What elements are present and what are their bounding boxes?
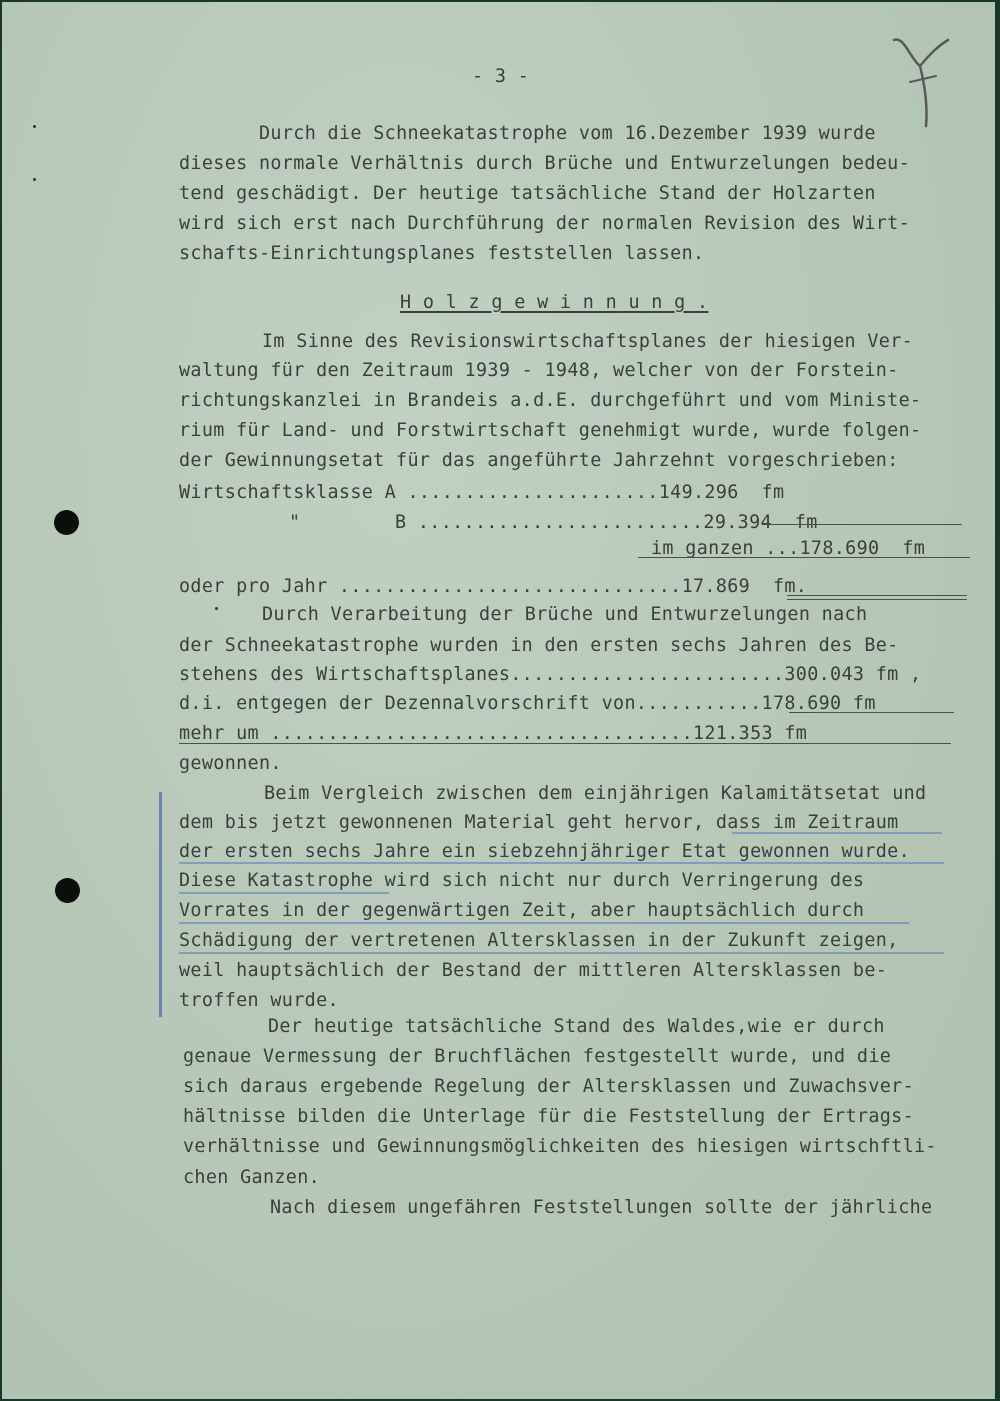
para4-line-3: sich daraus ergebende Regelung der Altersklassen und Zuwachsver- [183, 1076, 915, 1097]
para2-rule-2 [179, 743, 951, 744]
para4-line-5: verhältnisse und Gewinnungsmöglichkeiten des hiesigen wirtschftli- [183, 1136, 937, 1157]
punch-hole-top [54, 510, 79, 535]
para3-line-1: Beim Vergleich zwischen dem einjährigen Kalamitätsetat und [264, 783, 927, 804]
para2-rule-1 [789, 712, 954, 713]
para4-line-6: chen Ganzen. [183, 1167, 321, 1188]
table-row-class-b: B .........................29.394 fm [395, 512, 818, 533]
table-row-per-year: oder pro Jahr ..............................17.869 fm. [179, 576, 808, 597]
para3-line-4: Diese Katastrophe wird sich nicht nur durch Verringerung des [179, 870, 865, 891]
intro-line-1: Durch die Schneekatastrophe vom 16.Dezember 1939 wurde [259, 123, 876, 144]
blue-underline [732, 832, 942, 834]
para2-line-1: Durch Verarbeitung der Brüche und Entwurzelungen nach [262, 604, 868, 625]
speck [33, 178, 36, 181]
punch-hole-bottom [55, 878, 80, 903]
table-rule-2 [638, 557, 970, 558]
blue-pencil-margin-line [159, 792, 162, 1017]
intro-line-2: dieses normale Verhältnis durch Brüche und Entwurzelungen bedeu- [179, 153, 911, 174]
speck [215, 607, 218, 610]
intro-line-5: schafts-Einrichtungsplanes feststellen lassen. [179, 243, 705, 264]
table-rule-3 [787, 595, 967, 596]
blue-underline [179, 892, 389, 894]
para1-line-4: rium für Land- und Forstwirtschaft genehmigt wurde, wurde folgen- [179, 420, 922, 441]
sheet-number-handwritten [880, 32, 965, 132]
para2-line-4: d.i. entgegen der Dezennalvorschrift von...........178.690 fm [179, 693, 876, 714]
speck [33, 125, 36, 128]
table-row-class-a: Wirtschaftsklasse A ......................149.296 fm [179, 482, 785, 503]
handwritten-seven-icon [880, 32, 965, 132]
para2-line-6: gewonnen. [179, 753, 282, 774]
intro-line-4: wird sich erst nach Durchführung der normalen Revision des Wirt- [179, 213, 911, 234]
para1-line-3: richtungskanzlei in Brandeis a.d.E. durchgeführt und vom Ministe- [179, 390, 922, 411]
para3-line-5: Vorrates in der gegenwärtigen Zeit, aber hauptsächlich durch [179, 900, 865, 921]
document-page [2, 2, 995, 1399]
para3-line-8: troffen wurde. [179, 990, 339, 1011]
para3-line-6: Schädigung der vertretenen Altersklassen in der Zukunft zeigen, [179, 930, 899, 951]
table-rule-1 [762, 524, 962, 525]
para3-line-2: dem bis jetzt gewonnenen Material geht hervor, dass im Zeitraum [179, 812, 899, 833]
section-heading: H o l z g e w i n n u n g . [400, 292, 709, 313]
intro-line-3: tend geschädigt. Der heutige tatsächliche Stand der Holzarten [179, 183, 876, 204]
para2-line-2: der Schneekatastrophe wurden in den ersten sechs Jahren des Be- [179, 635, 899, 656]
blue-underline [179, 922, 909, 924]
para2-line-5: mehr um .....................................121.353 fm [179, 723, 808, 744]
para3-line-7: weil hauptsächlich der Bestand der mittleren Altersklassen be- [179, 960, 888, 981]
para3-line-3: der ersten sechs Jahre ein siebzehnjähriger Etat gewonnen wurde. [179, 841, 911, 862]
para2-line-3: stehens des Wirtschaftsplanes........................300.043 fm , [179, 664, 922, 685]
page-number: - 3 - [472, 66, 530, 87]
para4-line-2: genaue Vermessung der Bruchflächen festgestellt wurde, und die [183, 1046, 892, 1067]
para4-line-4: hältnisse bilden die Unterlage für die Feststellung der Ertrags- [183, 1106, 915, 1127]
para1-line-1: Im Sinne des Revisionswirtschaftsplanes der hiesigen Ver- [262, 331, 914, 352]
table-row-b-ditto: " [289, 512, 301, 533]
para1-line-2: waltung für den Zeitraum 1939 - 1948, welcher von der Forstein- [179, 360, 899, 381]
para4-line-1: Der heutige tatsächliche Stand des Waldes,wie er durch [268, 1016, 885, 1037]
blue-underline [179, 952, 944, 954]
para5-line-1: Nach diesem ungefähren Feststellungen sollte der jährliche [270, 1197, 933, 1218]
table-rule-3b [787, 599, 967, 600]
para1-line-5: der Gewinnungsetat für das angeführte Jahrzehnt vorgeschrieben: [179, 450, 899, 471]
table-row-total: im ganzen ...178.690 fm [651, 538, 926, 559]
blue-underline [179, 862, 944, 864]
